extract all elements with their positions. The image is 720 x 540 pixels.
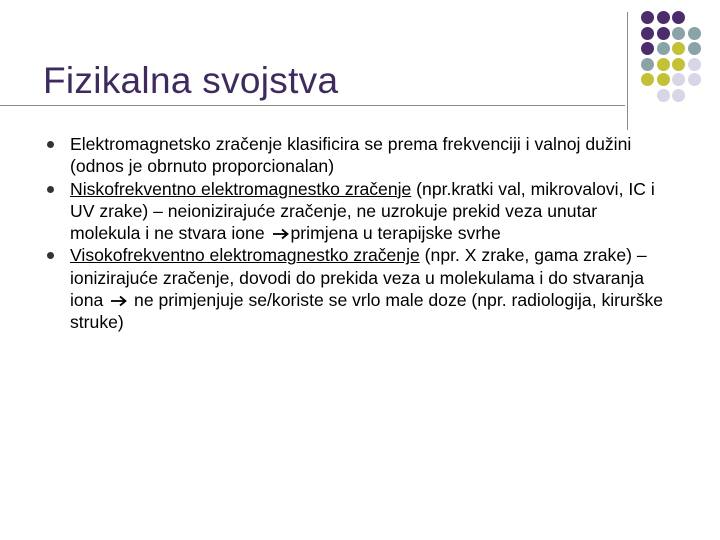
slide-title: Fizikalna svojstva bbox=[43, 60, 339, 101]
decorative-dot bbox=[657, 11, 670, 24]
bullet-text: (npr.kratki val, mikrovalovi, IC i UV zrake) – neionizirajuće zračenje, ne uzrokuje prekid veza unutar molekula i ne stvara ione bbox=[70, 178, 655, 244]
bullet-text-after-arrow: ne primjenjuje se/koriste se vrlo male doze (npr. radiologija, kirurške struke) bbox=[70, 290, 664, 333]
title-underline-rule bbox=[0, 105, 625, 106]
decorative-dot bbox=[657, 89, 670, 102]
bullet-dot-icon bbox=[47, 252, 54, 259]
decorative-dot bbox=[688, 58, 701, 71]
bullet-text-after-arrow: primjena u terapijske svrhe bbox=[290, 223, 501, 244]
decorative-dot bbox=[672, 42, 685, 55]
bullet-list bbox=[47, 133, 667, 334]
decorative-dot bbox=[657, 73, 670, 86]
decorative-dot bbox=[657, 27, 670, 40]
decorative-dot bbox=[672, 73, 685, 86]
decorative-dot bbox=[672, 11, 685, 24]
bullet-item bbox=[47, 178, 667, 245]
decorative-dot bbox=[641, 58, 654, 71]
decorative-vertical-line bbox=[627, 12, 628, 130]
decorative-dot bbox=[657, 42, 670, 55]
bullet-item bbox=[47, 244, 667, 333]
bullet-text: (npr. X zrake, gama zrake) – ionizirajuće zračenje, dovodi do prekida veza u molekulama i do stvaranja iona bbox=[70, 245, 647, 311]
bullet-item bbox=[47, 133, 667, 178]
decorative-dot bbox=[657, 58, 670, 71]
decorative-dot bbox=[641, 42, 654, 55]
decorative-dot bbox=[641, 11, 654, 24]
arrow-right-icon bbox=[110, 295, 128, 307]
decorative-dot bbox=[641, 73, 654, 86]
bullet-underlined-term: Visokofrekventno elektromagnestko zračenje bbox=[70, 245, 420, 266]
decorative-dot bbox=[672, 58, 685, 71]
arrow-right-icon bbox=[272, 228, 290, 240]
bullet-dot-icon bbox=[47, 186, 54, 193]
decorative-dot bbox=[688, 42, 701, 55]
decorative-dot bbox=[672, 89, 685, 102]
decorative-dot bbox=[641, 27, 654, 40]
bullet-dot-icon bbox=[47, 141, 54, 148]
bullet-underlined-term: Niskofrekventno elektromagnestko zračenje bbox=[70, 178, 412, 199]
decorative-dot bbox=[688, 73, 701, 86]
decorative-dot bbox=[688, 27, 701, 40]
bullet-text: Elektromagnetsko zračenje klasificira se prema frekvenciji i valnoj dužini (odnos je obrnuto proporcionalan) bbox=[70, 134, 632, 177]
decorative-dot bbox=[672, 27, 685, 40]
